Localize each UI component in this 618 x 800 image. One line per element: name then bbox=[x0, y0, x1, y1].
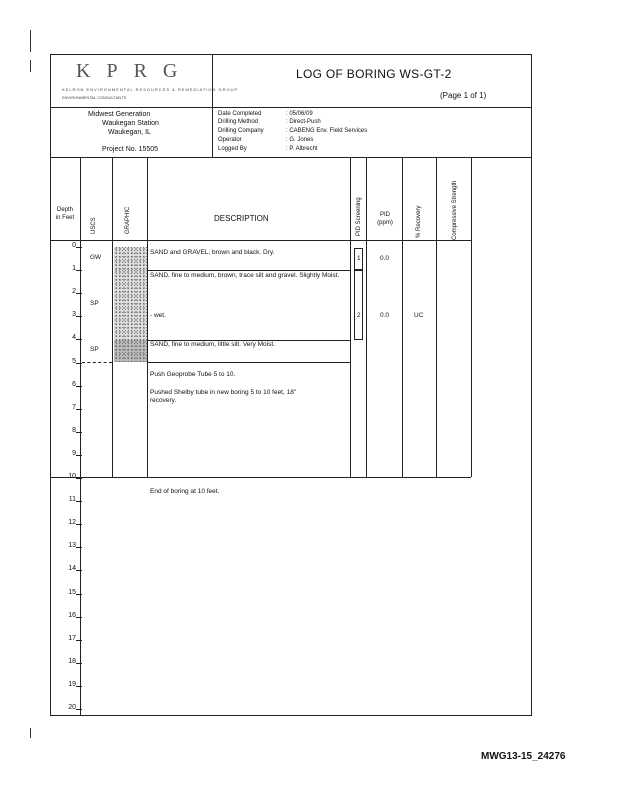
depth-label: 1 bbox=[72, 265, 76, 273]
info-value-company: : CABENG Env. Field Services bbox=[286, 128, 368, 134]
depth-label: 2 bbox=[72, 288, 76, 296]
depth-label: 5 bbox=[72, 357, 76, 365]
col-header-depth: Depth in Feet bbox=[55, 207, 75, 221]
info-value-date: : 05/06/09 bbox=[286, 111, 313, 117]
depth-label: 3 bbox=[72, 311, 76, 319]
depth-tick bbox=[76, 686, 82, 687]
header-divider bbox=[50, 107, 532, 108]
depth-tick bbox=[76, 247, 82, 248]
note: Pushed Shelby tube in new boring 5 to 10 feet, 18" bbox=[150, 389, 297, 396]
depth-label: 20 bbox=[68, 704, 76, 711]
depth-tick bbox=[76, 409, 82, 410]
depth-label: 9 bbox=[72, 449, 76, 457]
depth-label: 16 bbox=[68, 611, 76, 619]
depth-label: 17 bbox=[68, 634, 76, 642]
uscs-code: SP bbox=[90, 300, 99, 307]
depth-label: 6 bbox=[72, 380, 76, 388]
depth-tick bbox=[76, 663, 82, 664]
site-location: Waukegan, IL bbox=[108, 129, 151, 136]
depth-tick bbox=[76, 293, 82, 294]
info-value-method: : Direct-Push bbox=[286, 119, 321, 125]
pid-value: 0.0 bbox=[380, 312, 390, 319]
info-label-operator: Operator bbox=[218, 137, 242, 143]
note: Push Geoprobe Tube 5 to 10. bbox=[150, 371, 236, 378]
depth-label: 18 bbox=[68, 657, 76, 665]
end-of-boring-note: End of boring at 10 feet. bbox=[150, 488, 220, 495]
depth-label: 7 bbox=[72, 403, 76, 411]
depth-label: 13 bbox=[68, 542, 76, 550]
company-logo: KPRG bbox=[76, 60, 194, 82]
depth-tick bbox=[76, 594, 82, 595]
margin-mark bbox=[30, 30, 31, 52]
depth-label: 8 bbox=[72, 426, 76, 434]
depth-tick bbox=[76, 316, 82, 317]
col-divider-graphic bbox=[147, 157, 148, 477]
depth-tick bbox=[76, 709, 82, 710]
graphic-gravel bbox=[114, 247, 147, 270]
depth-label: 4 bbox=[72, 334, 76, 342]
info-value-logged: : P. Albrecht bbox=[286, 146, 318, 152]
col-divider-uscs bbox=[112, 157, 113, 477]
sample-id: 1 bbox=[357, 255, 361, 262]
margin-mark bbox=[30, 728, 31, 738]
info-label-date: Date Completed bbox=[218, 111, 262, 117]
depth-tick bbox=[76, 432, 82, 433]
client-name: Midwest Generation bbox=[88, 111, 151, 118]
col-divider-screening bbox=[366, 157, 367, 477]
info-divider bbox=[50, 157, 532, 158]
layer-description: SAND and GRAVEL, brown and black. Dry. bbox=[150, 249, 275, 256]
col-header-pid: PID (ppm) bbox=[377, 212, 393, 226]
col-divider-recovery bbox=[436, 157, 437, 477]
sample-id: 2 bbox=[357, 312, 361, 319]
graphic-sand bbox=[114, 270, 147, 340]
station-name: Waukegan Station bbox=[102, 120, 159, 127]
depth-label: 0 bbox=[72, 242, 76, 249]
depth-label: 12 bbox=[68, 519, 76, 527]
page-title: LOG OF BORING WS-GT-2 bbox=[296, 67, 452, 81]
sample-interval bbox=[354, 270, 363, 340]
depth-tick bbox=[76, 547, 82, 548]
layer-description: - wet. bbox=[150, 312, 166, 319]
info-label-logged: Logged By bbox=[218, 146, 247, 152]
info-value-operator: : G. Jones bbox=[286, 137, 314, 143]
depth-tick bbox=[76, 617, 82, 618]
layer-boundary bbox=[147, 270, 350, 271]
depth-tick bbox=[76, 455, 82, 456]
uscs-code: GW bbox=[90, 254, 102, 261]
header-vertical-divider bbox=[212, 54, 213, 157]
graphic-sand-silty bbox=[114, 340, 147, 362]
depth-tick bbox=[76, 478, 82, 479]
note: recovery. bbox=[150, 397, 177, 404]
info-label-method: Drilling Method bbox=[218, 119, 259, 125]
depth-tick bbox=[76, 524, 82, 525]
depth-tick bbox=[76, 501, 82, 502]
depth-label: 15 bbox=[68, 588, 76, 596]
document-id: MWG13-15_24276 bbox=[481, 751, 566, 762]
depth-tick bbox=[76, 570, 82, 571]
col-divider-pid bbox=[402, 157, 403, 477]
column-header-divider bbox=[50, 240, 471, 241]
layer-boundary bbox=[147, 362, 350, 363]
recovery-value: UC bbox=[414, 312, 424, 319]
depth-label: 14 bbox=[68, 565, 76, 573]
end-of-log-divider bbox=[50, 477, 471, 478]
logo-tagline: KELRON ENVIRONMENTAL RESOURCES & REMEDIATION GROUP bbox=[62, 87, 239, 92]
col-header-pid-screening: PID Screening bbox=[356, 197, 362, 236]
depth-tick bbox=[76, 640, 82, 641]
project-number: Project No. 15505 bbox=[102, 146, 159, 153]
col-divider-desc bbox=[350, 157, 351, 477]
logo-tagline-2: ENVIRONMENTAL CONSULTANTS bbox=[62, 95, 127, 100]
depth-tick bbox=[76, 270, 82, 271]
col-header-uscs: USCS bbox=[91, 217, 97, 234]
col-header-graphic: GRAPHIC bbox=[125, 206, 131, 234]
uscs-code: SP bbox=[90, 346, 99, 353]
col-header-description: DESCRIPTION bbox=[214, 214, 269, 223]
layer-description: SAND, fine to medium, little silt. Very Moist. bbox=[150, 341, 275, 348]
col-divider-strength bbox=[471, 157, 472, 477]
layer-boundary-dashed bbox=[82, 362, 112, 363]
col-header-strength: Compressive Strength bbox=[452, 180, 458, 240]
col-header-recovery: % Recovery bbox=[416, 205, 422, 238]
info-label-company: Drilling Company bbox=[218, 128, 264, 134]
pid-value: 0.0 bbox=[380, 255, 390, 262]
depth-label: 19 bbox=[68, 680, 76, 688]
depth-label: 11 bbox=[68, 496, 76, 504]
depth-tick bbox=[76, 386, 82, 387]
depth-label: 10 bbox=[68, 473, 76, 480]
layer-description: SAND, fine to medium, brown, trace silt and gravel. Slightly Moist. bbox=[150, 272, 340, 279]
depth-tick bbox=[76, 339, 82, 340]
page-number: (Page 1 of 1) bbox=[440, 91, 487, 100]
margin-mark bbox=[30, 60, 31, 72]
